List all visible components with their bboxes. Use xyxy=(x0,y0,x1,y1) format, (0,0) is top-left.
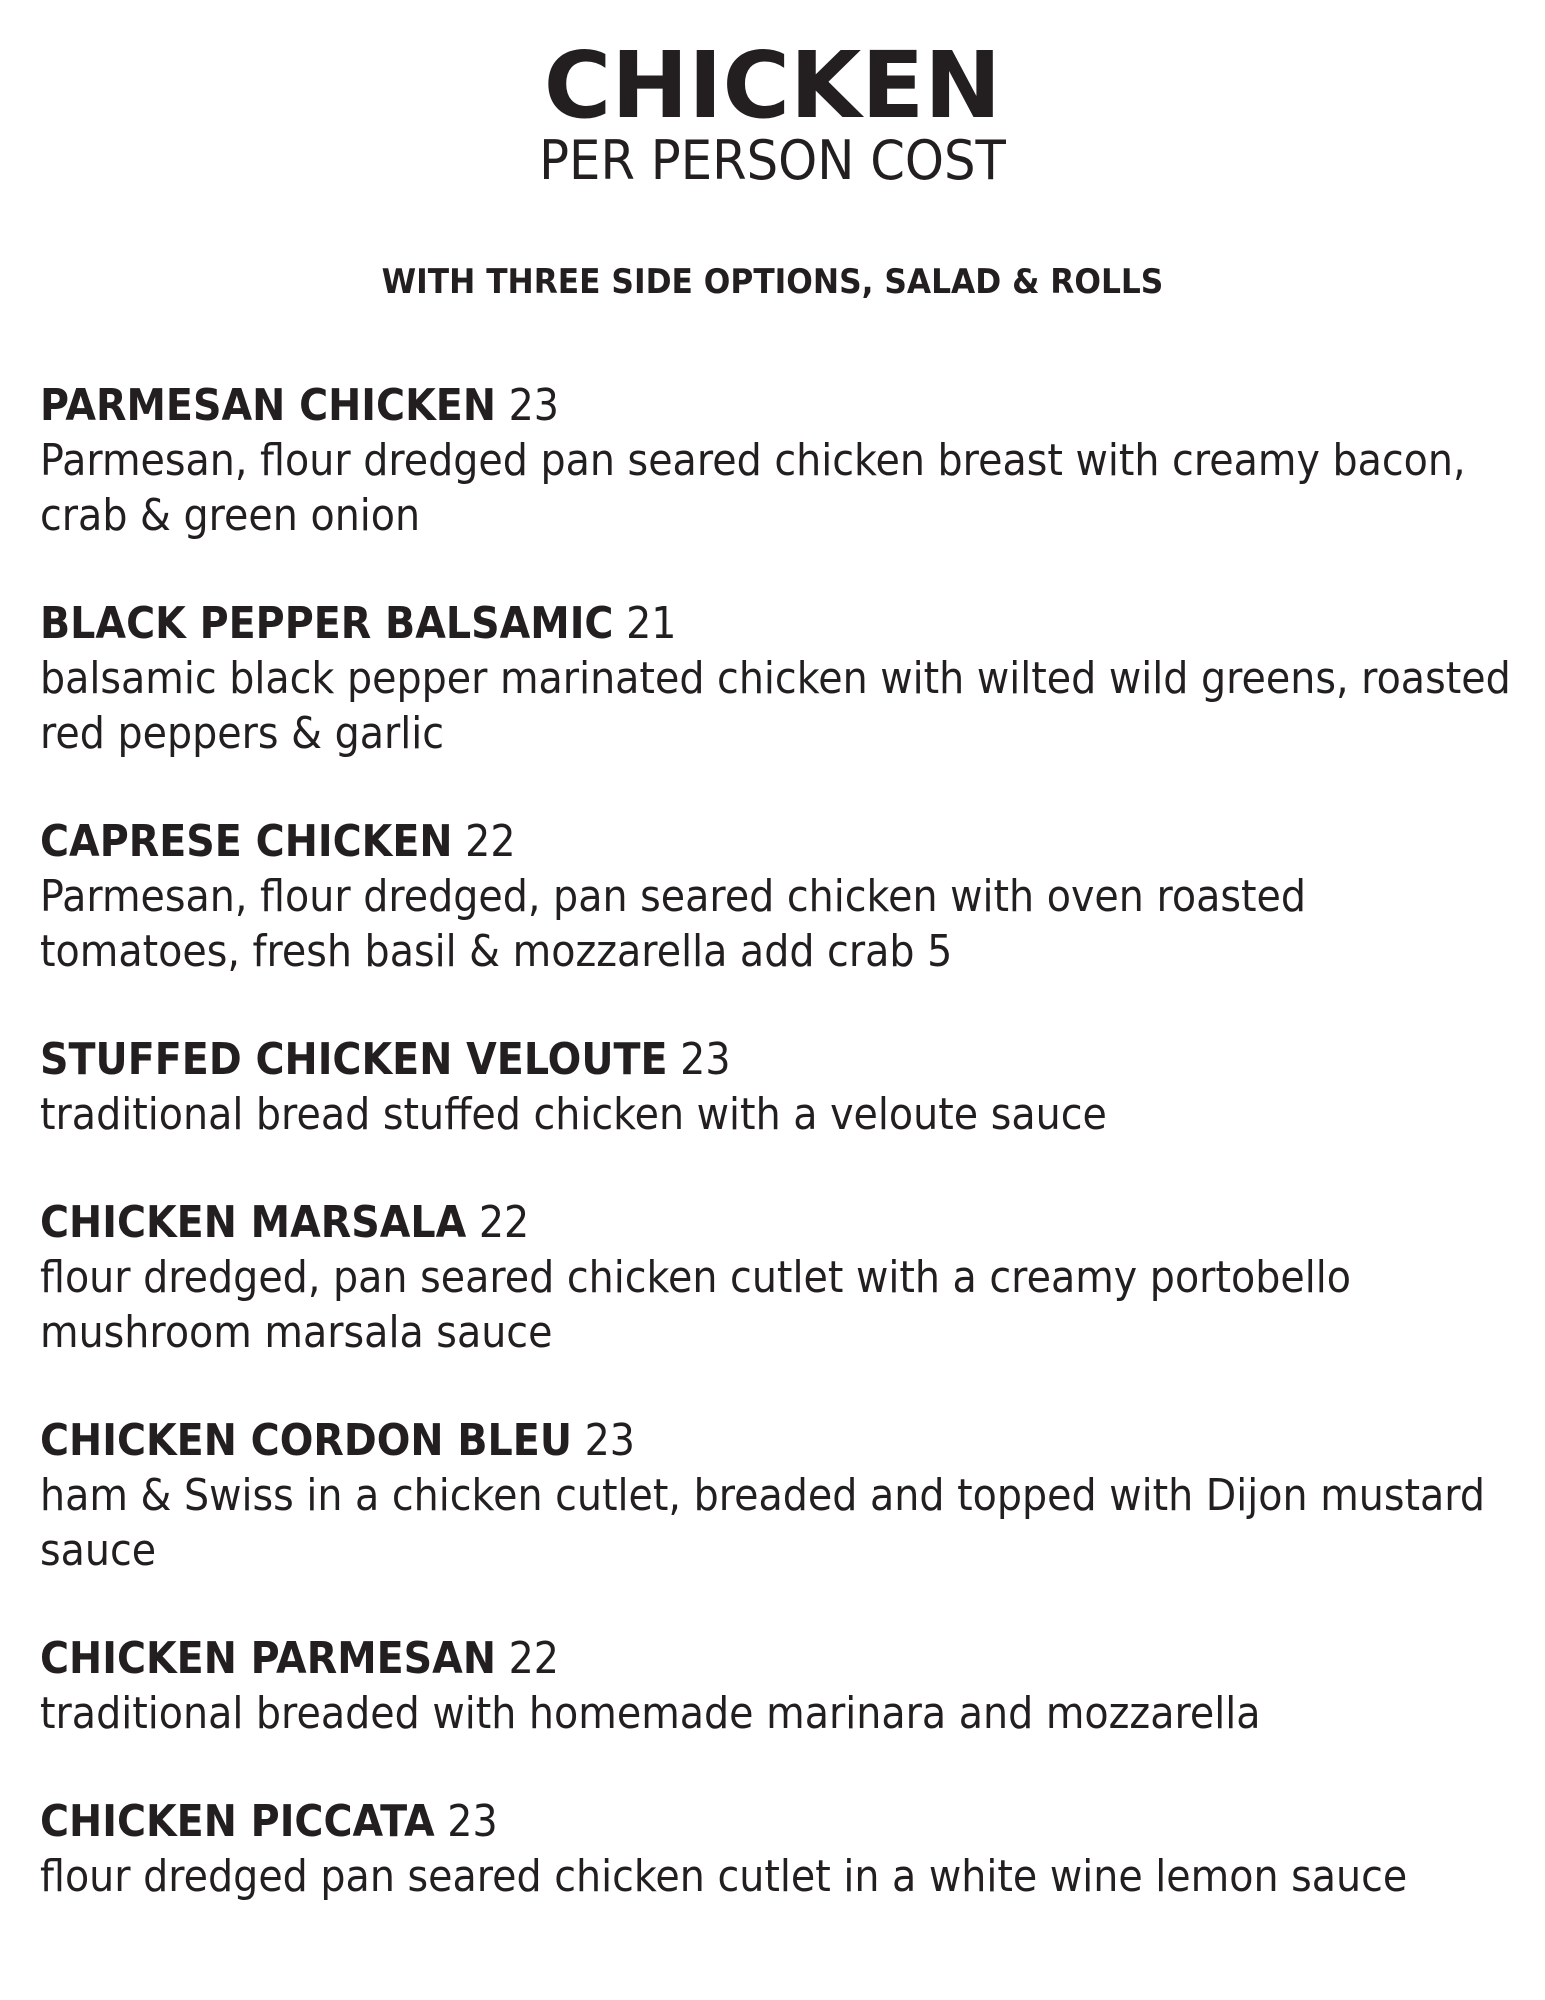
menu-item-name: CHICKEN PARMESAN xyxy=(40,1633,496,1684)
menu-item-description: traditional bread stuffed chicken with a veloute sauce xyxy=(40,1089,1107,1140)
menu-list xyxy=(40,378,1520,1957)
menu-item xyxy=(40,378,1520,543)
menu-item-description: balsamic black pepper marinated chicken with wilted wild greens, roasted red peppers & garlic xyxy=(40,653,1511,759)
menu-item-name: STUFFED CHICKEN VELOUTE xyxy=(40,1034,668,1085)
menu-item-description: flour dredged pan seared chicken cutlet in a white wine lemon sauce xyxy=(40,1851,1408,1902)
menu-item-price: 23 xyxy=(584,1415,635,1466)
page-title: CHICKEN xyxy=(543,32,1002,139)
menu-item-description: Parmesan, flour dredged, pan seared chicken with oven roasted tomatoes, fresh basil & mozzarella add crab 5 xyxy=(40,871,1307,977)
menu-item-name: CAPRESE CHICKEN xyxy=(40,816,453,867)
menu-item-heading xyxy=(40,1195,1372,1250)
menu-item-price: 22 xyxy=(478,1197,530,1248)
menu-item-price: 23 xyxy=(447,1796,498,1847)
menu-item xyxy=(40,596,1520,761)
menu-item-heading xyxy=(40,1413,1372,1468)
menu-item xyxy=(40,1631,1520,1741)
menu-item-description: Parmesan, flour dredged pan seared chicken breast with creamy bacon, crab & green onion xyxy=(40,435,1466,541)
menu-tagline: WITH THREE SIDE OPTIONS, SALAD & ROLLS xyxy=(381,262,1164,302)
menu-item xyxy=(40,1413,1520,1578)
menu-header xyxy=(0,32,1545,192)
menu-item-price: 22 xyxy=(465,816,516,867)
menu-item-heading xyxy=(40,814,1372,869)
menu-item xyxy=(40,814,1520,979)
menu-item-heading xyxy=(40,1794,1372,1849)
menu-item xyxy=(40,1195,1520,1360)
menu-item-description: flour dredged, pan seared chicken cutlet with a creamy portobello mushroom marsala sauce xyxy=(40,1252,1351,1358)
menu-item-price: 21 xyxy=(626,598,677,649)
menu-item-description: traditional breaded with homemade marinara and mozzarella xyxy=(40,1688,1261,1739)
page-subtitle: PER PERSON COST xyxy=(539,129,1006,192)
menu-item-name: CHICKEN MARSALA xyxy=(40,1197,467,1248)
menu-item-name: CHICKEN PICCATA xyxy=(40,1796,435,1847)
menu-item-price: 22 xyxy=(508,1633,559,1684)
menu-item-heading xyxy=(40,1032,1372,1087)
menu-item xyxy=(40,1032,1520,1142)
menu-item-name: BLACK PEPPER BALSAMIC xyxy=(40,598,614,649)
menu-item-heading xyxy=(40,378,1372,433)
menu-item-description: ham & Swiss in a chicken cutlet, breaded and topped with Dijon mustard sauce xyxy=(40,1470,1486,1576)
menu-item-name: PARMESAN CHICKEN xyxy=(40,380,496,431)
menu-item-heading xyxy=(40,1631,1372,1686)
menu-item-price: 23 xyxy=(680,1034,731,1085)
menu-item-price: 23 xyxy=(508,380,559,431)
menu-item-heading xyxy=(40,596,1372,651)
menu-item-name: CHICKEN CORDON BLEU xyxy=(40,1415,572,1466)
menu-item xyxy=(40,1794,1520,1904)
